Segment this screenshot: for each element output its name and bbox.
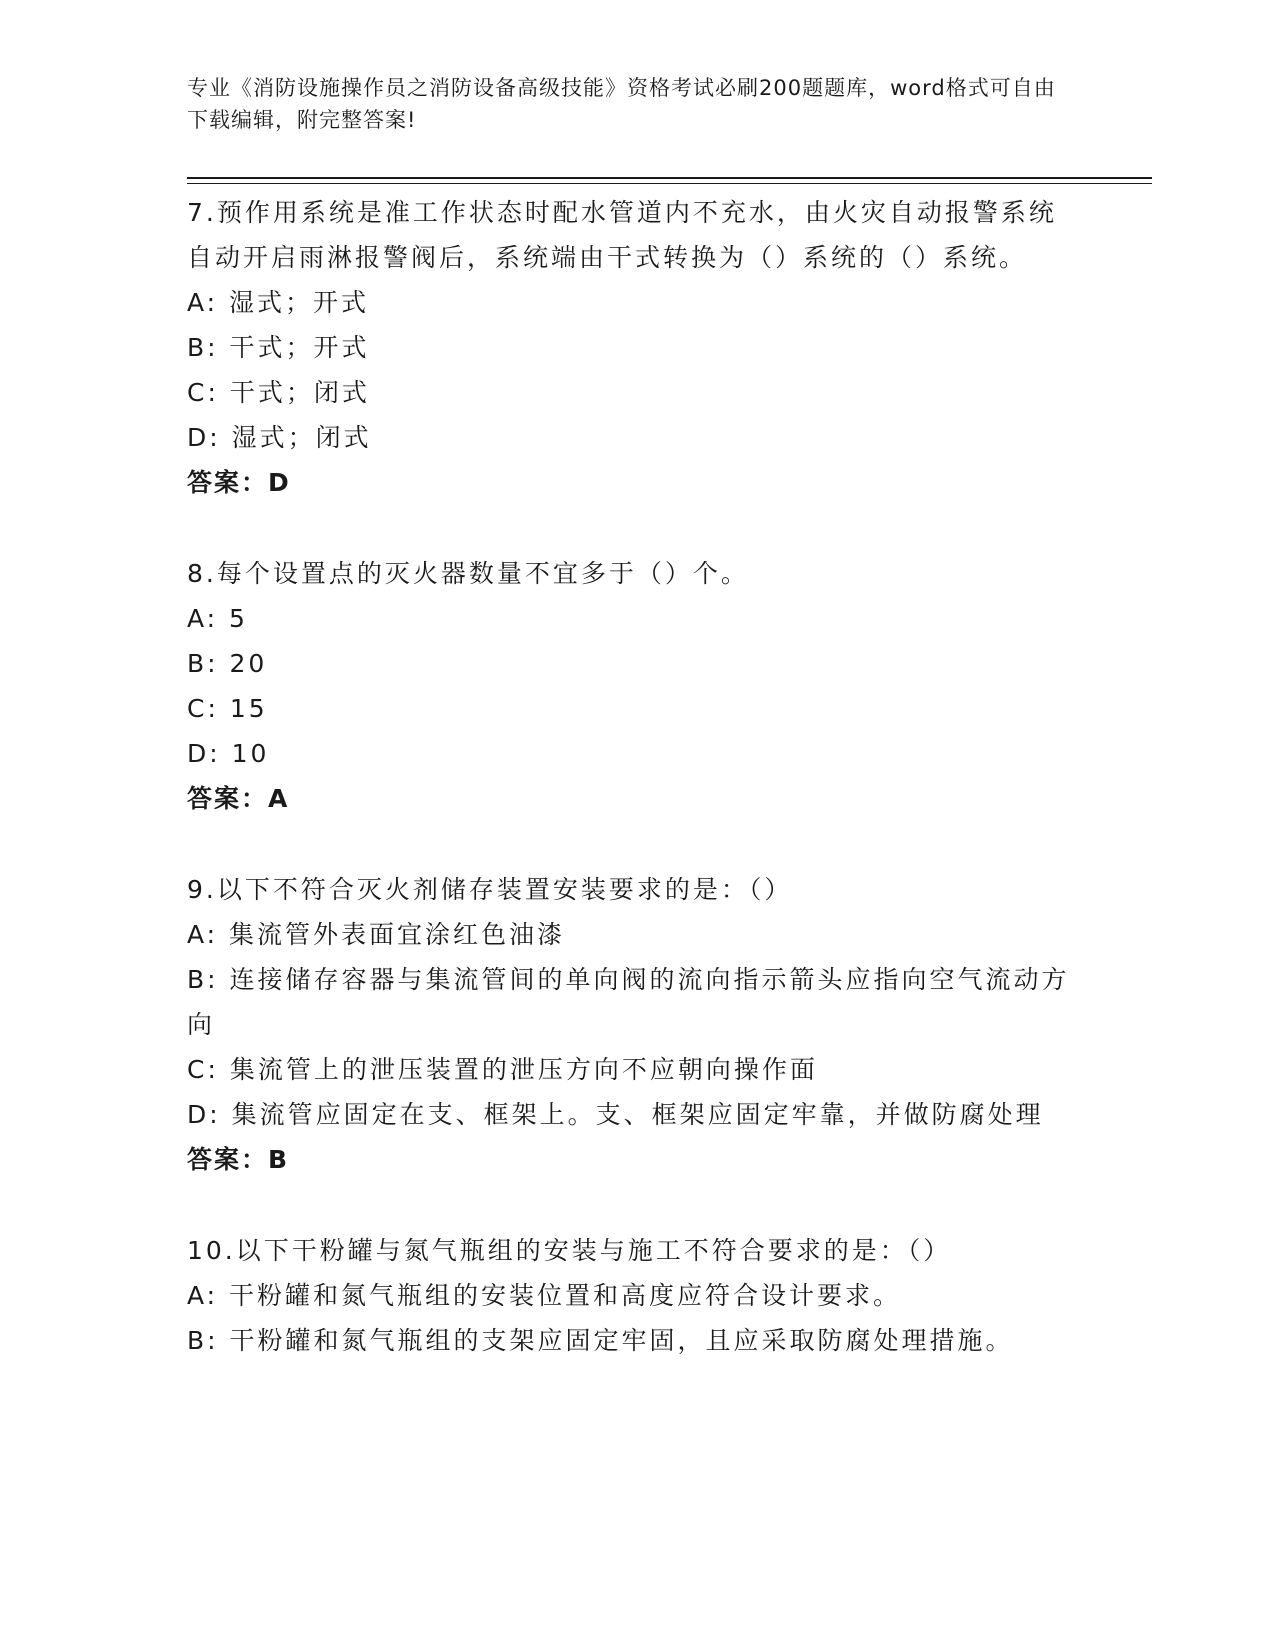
option-b: B: 干粉罐和氮气瓶组的支架应固定牢固，且应采取防腐处理措施。 bbox=[187, 1326, 1014, 1355]
answer: 答案：A bbox=[187, 784, 290, 813]
option-a: A: 干粉罐和氮气瓶组的安装位置和高度应符合设计要求。 bbox=[187, 1281, 902, 1310]
question-stem: 9.以下不符合灭火剂储存装置安装要求的是：（） bbox=[187, 875, 793, 904]
header-divider-thick bbox=[187, 177, 1152, 179]
option-d: D: 10 bbox=[187, 739, 270, 768]
option-c: C: 集流管上的泄压装置的泄压方向不应朝向操作面 bbox=[187, 1055, 818, 1084]
option-b: B: 干式；开式 bbox=[187, 333, 370, 362]
answer: 答案：D bbox=[187, 468, 291, 497]
question-10 bbox=[187, 1228, 1087, 1363]
question-stem: 8.每个设置点的灭火器数量不宜多于（）个。 bbox=[187, 559, 749, 588]
question-stem: 10.以下干粉罐与氮气瓶组的安装与施工不符合要求的是：（） bbox=[187, 1236, 952, 1265]
question-spacer bbox=[187, 1182, 1087, 1228]
question-spacer bbox=[187, 821, 1087, 867]
option-c: C: 干式；闭式 bbox=[187, 378, 370, 407]
option-a: A: 集流管外表面宜涂红色油漆 bbox=[187, 920, 566, 949]
question-7 bbox=[187, 190, 1087, 505]
question-9 bbox=[187, 867, 1087, 1182]
question-list bbox=[187, 190, 1087, 1363]
question-stem: 7.预作用系统是准工作状态时配水管道内不充水，由火灾自动报警系统自动开启雨淋报警阀后，系统端由干式转换为（）系统的（）系统。 bbox=[187, 198, 1057, 272]
option-a: A: 5 bbox=[187, 604, 248, 633]
document-header: 专业《消防设施操作员之消防设备高级技能》资格考试必刷200题题库，word格式可自由下载编辑，附完整答案! bbox=[187, 76, 1056, 132]
question-8 bbox=[187, 551, 1087, 821]
question-spacer bbox=[187, 505, 1087, 551]
option-b: B: 连接储存容器与集流管间的单向阀的流向指示箭头应指向空气流动方向 bbox=[187, 965, 1070, 1039]
header-divider-thin bbox=[187, 183, 1152, 184]
answer: 答案：B bbox=[187, 1145, 290, 1174]
option-d: D: 集流管应固定在支、框架上。支、框架应固定牢靠，并做防腐处理 bbox=[187, 1100, 1044, 1129]
option-c: C: 15 bbox=[187, 694, 268, 723]
option-a: A: 湿式；开式 bbox=[187, 288, 370, 317]
option-d: D: 湿式；闭式 bbox=[187, 423, 372, 452]
option-b: B: 20 bbox=[187, 649, 268, 678]
